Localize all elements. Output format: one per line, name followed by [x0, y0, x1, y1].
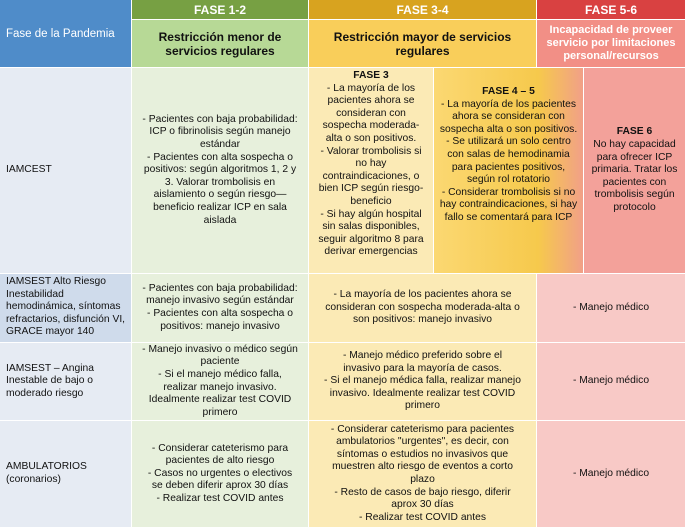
ambulatorios-phase34-item: - Considerar cateterismo para pacientes ambulatorios "urgentes", es decir, con síntomas o estudios no invasivos que muestren alto riesgo de eventos a corto plazo [323, 424, 522, 487]
iamcest-phase6-title: FASE 6 [616, 126, 653, 138]
ambulatorios-phase56-text: - Manejo médico [572, 467, 650, 479]
row-label-iamsest-angina [0, 343, 132, 421]
ambulatorios-phase12-cell [132, 421, 309, 528]
iamsest-alto-phase12-item: - Pacientes con alta sospecha o positivos: manejo invasivo [142, 308, 298, 333]
phase56-header [537, 0, 686, 20]
phase34-subtitle: Restricción mayor de servicios regulares [333, 29, 512, 58]
ambulatorios-phase56-cell [537, 421, 686, 528]
phase34-header [309, 0, 537, 20]
phase34-title: FASE 3-4 [396, 2, 449, 17]
column-header-phase-label: Fase de la Pandemia [6, 27, 115, 40]
iamcest-phase12-item: - Pacientes con baja probabilidad: ICP o fibrinolisis según manejo estándar [142, 114, 298, 152]
iamcest-phase45-item: - La mayoría de los pacientes ahora se consideran con sospecha alta o son positivos. [438, 99, 579, 137]
row-label-iamcest [0, 68, 132, 274]
row-label-ambulatorios-text: AMBULATORIOS (coronarios) [6, 461, 87, 485]
column-header-phase [0, 0, 132, 68]
ambulatorios-phase12-item: - Casos no urgentes o electivos se deben diferir aprox 30 días [142, 468, 298, 493]
iamcest-phase3-title: FASE 3 [353, 70, 389, 81]
phase56-subheader [537, 20, 686, 68]
iamsest-alto-phase12-item: - Pacientes con baja probabilidad: manejo invasivo según estándar [142, 283, 298, 308]
iamsest-angina-phase12-item: - Si el manejo médico falla, realizar manejo invasivo. Idealmente realizar test COVID primero [142, 369, 298, 419]
iamsest-angina-phase56-text: - Manejo médico [572, 375, 650, 387]
iamcest-phase45-item: - Se utilizará un solo centro con salas de hemodinamia para pacientes positivos, según rol rotatorio [438, 136, 579, 186]
iamcest-phase45-item: - Considerar trombolisis si no hay contraindicaciones, si hay fallo se comentará para ICP [438, 187, 579, 225]
iamcest-phase12-cell [132, 68, 309, 274]
phase56-subtitle: Incapacidad de proveer servicio por limitaciones personal/recursos [546, 24, 676, 62]
iamsest-alto-phase56-text: - Manejo médico [572, 301, 650, 313]
iamcest-phase3-item: - Valorar trombolisis si no hay contraindicaciones, o bien ICP según riesgo-beneficio [315, 146, 427, 209]
iamsest-alto-phase34-item: - La mayoría de los pacientes ahora se consideran con sospecha moderada-alta o son positivos: manejo invasivo [325, 289, 520, 327]
iamcest-phase3-item: - Si hay algún hospital sin salas disponibles, seguir algoritmo 8 para derivar emergencias [315, 209, 427, 259]
iamsest-angina-phase34-cell [309, 343, 537, 421]
ambulatorios-phase12-item: - Considerar cateterismo para pacientes de alto riesgo [142, 443, 298, 468]
iamcest-phase6-text: No hay capacidad para ofrecer ICP primaria. Tratar los pacientes con trombolisis según protocolo [591, 139, 678, 213]
iamsest-angina-phase12-item: - Manejo invasivo o médico según paciente [142, 344, 298, 369]
ambulatorios-phase34-item: - Resto de casos de bajo riesgo, diferir aprox 30 días [323, 487, 522, 512]
row-label-iamsest-alto [0, 274, 132, 343]
phase12-subheader [132, 20, 309, 68]
iamcest-phase45-cell [434, 68, 584, 274]
row-label-iamsest-angina-text: IAMSEST – Angina Inestable de bajo o moderado riesgo [6, 362, 94, 399]
row-label-iamcest-text: IAMCEST [6, 164, 52, 176]
phase34-subheader [309, 20, 537, 68]
iamcest-phase3-cell [309, 68, 434, 274]
iamsest-alto-phase34-cell [309, 274, 537, 343]
phase12-header [132, 0, 309, 20]
ambulatorios-phase34-item: - Realizar test COVID antes [323, 512, 522, 525]
row-label-iamsest-alto-text: IAMSEST Alto Riesgo Inestabilidad hemodinámica, síntomas refractarios, disfunción VI, GRACE mayor 140 [6, 276, 126, 338]
row-label-ambulatorios [0, 421, 132, 528]
iamsest-alto-phase12-cell [132, 274, 309, 343]
iamsest-alto-phase56-cell [537, 274, 686, 343]
ambulatorios-phase12-item: - Realizar test COVID antes [142, 493, 298, 506]
iamcest-phase45-title: FASE 4 – 5 [482, 86, 535, 97]
iamsest-angina-phase12-cell [132, 343, 309, 421]
ambulatorios-phase34-cell [309, 421, 537, 528]
iamsest-angina-phase34-item: - Si el manejo médica falla, realizar manejo invasivo. Idealmente realizar test COVID primero [323, 375, 522, 413]
iamcest-phase6-cell [584, 68, 686, 274]
phase12-subtitle: Restricción menor de servicios regulares [158, 29, 282, 58]
phase12-title: FASE 1-2 [193, 2, 247, 17]
iamsest-angina-phase56-cell [537, 343, 686, 421]
iamcest-phase3-item: - La mayoría de los pacientes ahora se consideran con sospecha moderada-alta o son positivos. [315, 83, 427, 146]
phase56-title: FASE 5-6 [584, 2, 638, 17]
iamsest-angina-phase34-item: - Manejo médico preferido sobre el invasivo para la mayoría de casos. [323, 350, 522, 375]
iamcest-phase12-item: - Pacientes con alta sospecha o positivos: según algoritmos 1, 2 y 3. Valorar trombolisis en aislamiento o según riesgo—beneficio realizar ICP en sala aislada [142, 152, 298, 228]
